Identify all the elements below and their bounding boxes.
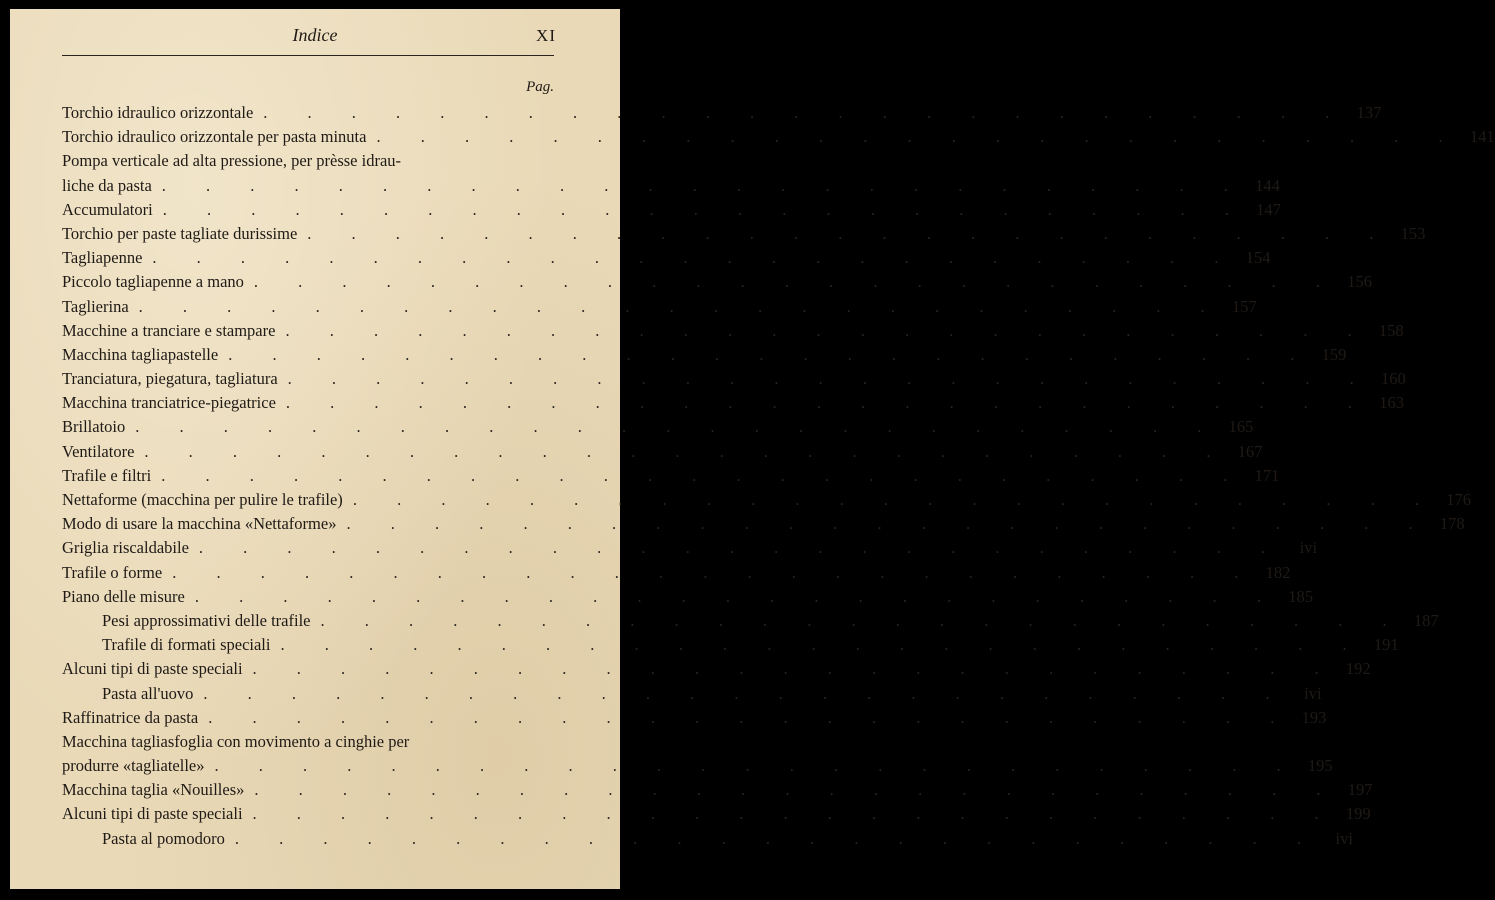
index-entry	[62, 296, 1257, 321]
entry-page: 182	[1265, 562, 1291, 582]
entry-title: Piano delle misure	[62, 586, 185, 606]
entry-page: 195	[1307, 756, 1333, 776]
entry-page: ivi	[1335, 828, 1353, 848]
index-entry	[62, 804, 1371, 828]
entry-title: Tranciatura, piegatura, tagliatura	[62, 369, 278, 389]
leader-dots: . . . . . . . . . . . . . . . . . . . . . . . . .	[253, 272, 1339, 292]
entry-page: 153	[1400, 223, 1426, 243]
entry-page: 199	[1345, 804, 1371, 824]
index-entry	[62, 199, 1281, 224]
entry-page: 163	[1379, 393, 1405, 413]
leader-dots: . . . . . . . . . . . . . . . . . . . . . . . . .	[252, 659, 1337, 679]
entry-page: 137	[1356, 103, 1382, 122]
entry-title: Piccolo tagliapenne a mano	[62, 272, 244, 292]
entry-page: 176	[1446, 490, 1471, 509]
entry-page: 191	[1373, 635, 1399, 655]
entry-page: 147	[1256, 199, 1281, 219]
entry-page: 141	[1469, 127, 1495, 147]
leader-dots: . . . . . . . . . . . . . . . . . . . . . . . . .	[320, 610, 1405, 630]
leader-dots: . . . . . . . . . . . . . . . . . . . . . . . . .	[234, 828, 1319, 848]
entry-page: 187	[1413, 610, 1439, 630]
entry-page: 192	[1345, 659, 1371, 679]
index-subentry	[62, 683, 1322, 708]
leader-dots: . . . . . . . . . . . . . . . . . . . . . . . . .	[172, 562, 1257, 582]
entry-page: 154	[1245, 248, 1271, 268]
leader-dots: . . . . . . . . . . . . . . . . . . . . . . . . .	[152, 248, 1237, 268]
index-subentry	[62, 610, 1439, 635]
index-entries	[62, 103, 1495, 853]
index-subentry	[62, 828, 1353, 853]
entry-title: Trafile o forme	[62, 562, 163, 582]
index-subentry	[62, 635, 1399, 659]
index-entry	[62, 248, 1271, 272]
entry-title: Torchio idraulico orizzontale per pasta minuta	[62, 127, 367, 147]
entry-title: Taglierina	[62, 296, 129, 316]
entry-title: Trafile di formati speciali	[102, 635, 271, 655]
entry-page: 165	[1228, 417, 1254, 437]
entry-title: Macchina tagliasfoglia con movimento a cinghie per	[62, 731, 410, 751]
entry-page: 171	[1254, 465, 1280, 485]
entry-title: Macchina taglia «Nouilles»	[62, 780, 245, 800]
entry-title: Accumulatori	[62, 199, 153, 219]
leader-dots: . . . . . . . . . . . . . . . . . . . . . . . . .	[162, 199, 1247, 219]
index-entry	[62, 659, 1371, 683]
entry-title: Macchina tranciatrice-piegatrice	[62, 393, 276, 413]
index-entry	[62, 780, 1373, 804]
entry-title: Tagliapenne	[62, 248, 143, 268]
leader-dots: . . . . . . . . . . . . . . . . . . . . . . . . .	[144, 441, 1229, 461]
entry-page: 157	[1232, 296, 1257, 316]
leader-dots: . . . . . . . . . . . . . . . . . . . . . . . . .	[161, 175, 1246, 195]
leader-dots: . . . . . . . . . . . . . . . . . . . . . . . . .	[346, 514, 1431, 534]
entry-title: liche da pasta	[62, 175, 152, 195]
leader-dots: . . . . . . . . . . . . . . . . . . . . . . . . .	[135, 417, 1220, 437]
entry-page: 159	[1321, 344, 1347, 364]
index-entry	[62, 756, 1333, 780]
leader-dots: . . . . . . . . . . . . . . . . . . . . . . . . .	[285, 320, 1370, 340]
entry-title: Macchina tagliapastelle	[62, 344, 219, 364]
entry-title: produrre «tagliatelle»	[62, 756, 205, 776]
leader-dots: . . . . . . . . . . . . . . . . . . . . . . . . .	[208, 707, 1293, 727]
entry-title: Torchio idraulico orizzontale	[62, 103, 254, 122]
leader-dots: . . . . . . . . . . . . . . . . . . . . . . . . .	[352, 490, 1437, 509]
index-entry	[62, 369, 1406, 393]
index-entry	[62, 417, 1254, 441]
index-entry	[62, 344, 1347, 369]
entry-page: ivi	[1299, 538, 1318, 558]
leader-dots: . . . . . . . . . . . . . . . . . . . . . . . . .	[203, 683, 1288, 703]
leader-dots: . . . . . . . . . . . . . . . . . . . . . . . . .	[285, 393, 1371, 413]
entry-title: Pasta al pomodoro	[102, 828, 225, 848]
leader-dots: . . . . . . . . . . . . . . . . . . . . . . . . .	[228, 344, 1313, 364]
index-entry	[62, 151, 555, 175]
leader-dots: . . . . . . . . . . . . . . . . . . . . . . . . .	[198, 538, 1284, 558]
entry-title: Raffinatrice da pasta	[62, 707, 199, 727]
leader-dots: . . . . . . . . . . . . . . . . . . . . . . . . .	[214, 756, 1299, 776]
entry-title: Torchio per paste tagliate durissime	[62, 223, 298, 243]
entry-title: Trafile e filtri	[62, 465, 152, 485]
header-rule	[62, 55, 554, 56]
entry-title: Brillatoio	[62, 417, 126, 437]
index-entry	[62, 175, 1280, 200]
entry-page: 193	[1301, 707, 1327, 727]
entry-title: Pasta all'uovo	[102, 683, 194, 703]
entry-title: Modo di usare la macchina «Nettaforme»	[62, 514, 337, 534]
book-page	[10, 9, 1495, 889]
entry-page: 156	[1347, 272, 1373, 292]
index-entry	[62, 514, 1465, 538]
index-entry	[62, 393, 1405, 417]
leader-dots: . . . . . . . . . . . . . . . . . . . . . . . . .	[194, 586, 1279, 606]
entry-page: 160	[1381, 369, 1406, 389]
leader-dots: . . . . . . . . . . . . . . . . . . . . . . . . .	[254, 780, 1339, 800]
entry-title: Alcuni tipi di paste speciali	[62, 804, 243, 824]
index-entry	[62, 320, 1404, 345]
entry-title: Nettaforme (macchina per pulire le trafile)	[62, 490, 343, 509]
index-entry	[62, 127, 1495, 151]
index-entry	[62, 538, 1318, 562]
entry-title: Pesi approssimativi delle trafile	[102, 610, 311, 630]
entry-page: 178	[1439, 514, 1465, 534]
entry-page: ivi	[1304, 683, 1322, 703]
leader-dots: . . . . . . . . . . . . . . . . . . . . . . . . .	[263, 103, 1348, 122]
index-entry	[62, 272, 1373, 296]
index-entry	[62, 707, 1327, 732]
index-entry	[62, 441, 1263, 466]
entry-page: 167	[1237, 441, 1263, 461]
leader-dots: . . . . . . . . . . . . . . . . . . . . . . . . .	[280, 635, 1365, 655]
entry-page: 185	[1288, 586, 1313, 606]
leader-dots: . . . . . . . . . . . . . . . . . . . . . . . . .	[138, 296, 1223, 316]
index-entry	[62, 732, 555, 756]
leader-dots: . . . . . . . . . . . . . . . . . . . . . . . . .	[287, 369, 1372, 389]
entry-title: Griglia riscaldabile	[62, 538, 189, 558]
index-entry	[62, 223, 1426, 248]
pag-column-label: Pag.	[526, 79, 554, 95]
leader-dots: . . . . . . . . . . . . . . . . . . . . . . . . .	[252, 804, 1337, 824]
entry-title: Macchine a tranciare e stampare	[62, 320, 276, 340]
index-entry	[62, 562, 1291, 587]
entry-page: 158	[1378, 320, 1404, 340]
page-number: XI	[536, 26, 556, 45]
index-entry	[62, 465, 1280, 490]
entry-page: 144	[1255, 175, 1280, 195]
leader-dots: . . . . . . . . . . . . . . . . . . . . . . . . .	[376, 127, 1461, 147]
index-entry	[62, 490, 1471, 514]
entry-page: 197	[1347, 780, 1373, 800]
running-title: Indice	[292, 25, 338, 45]
leader-dots: . . . . . . . . . . . . . . . . . . . . . . . . .	[161, 465, 1246, 485]
entry-title: Ventilatore	[62, 441, 135, 461]
index-entry	[62, 586, 1313, 611]
index-entry	[62, 103, 1382, 127]
entry-title: Alcuni tipi di paste speciali	[62, 659, 243, 679]
leader-dots: . . . . . . . . . . . . . . . . . . . . . . . . .	[307, 223, 1392, 243]
entry-title: Pompa verticale ad alta pressione, per prèsse idrau-	[62, 151, 402, 171]
